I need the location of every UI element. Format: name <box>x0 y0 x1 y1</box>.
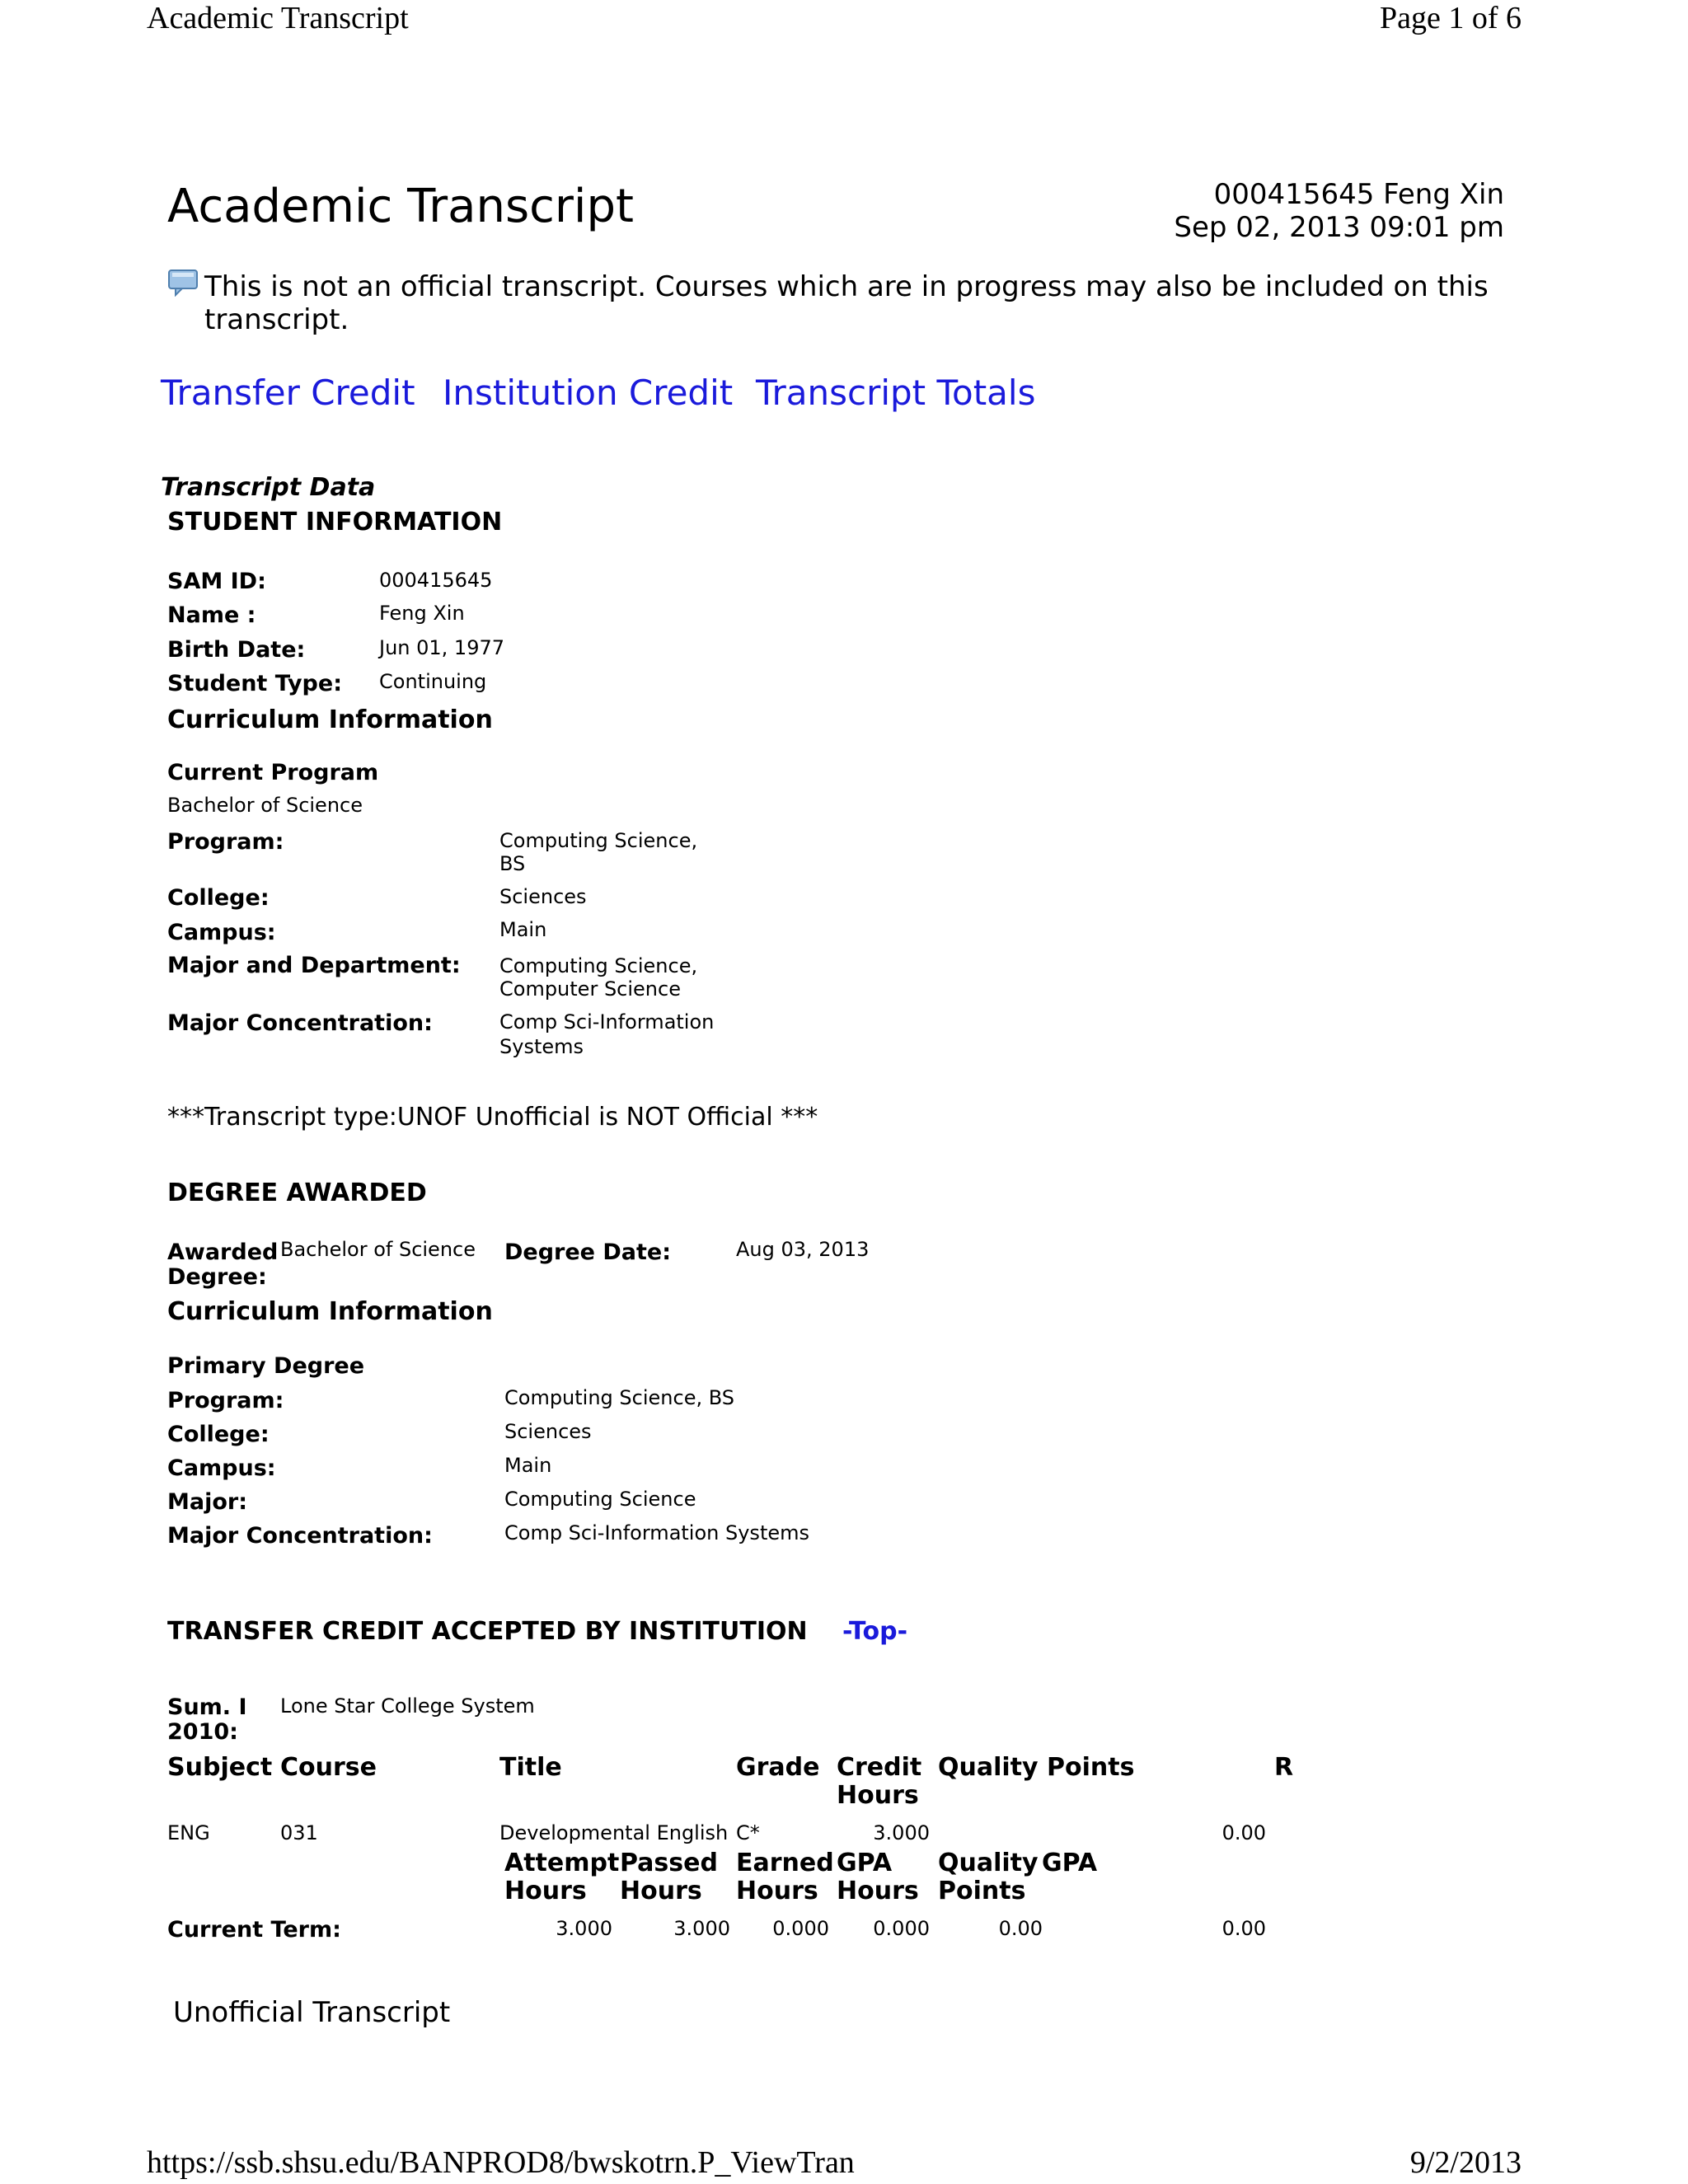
student-id-name: 000415645 Feng Xin <box>1213 178 1504 211</box>
degree-campus-label: Campus: <box>167 1455 276 1481</box>
current-program-value: Bachelor of Science <box>167 794 363 817</box>
print-footer-date: 9/2/2013 <box>1409 2145 1522 2180</box>
transcript-type-note: ***Transcript type:UNOF Unofficial is NOT Official *** <box>167 1103 818 1132</box>
row-grade: C* <box>736 1821 760 1844</box>
student-information-heading: STUDENT INFORMATION <box>167 508 503 537</box>
sam-id-label: SAM ID: <box>167 569 266 594</box>
major-department-value-continued: Computer Science <box>499 977 681 1001</box>
curriculum-information-heading: Curriculum Information <box>167 705 493 734</box>
col-title: Title <box>499 1753 562 1782</box>
primary-degree-label: Primary Degree <box>167 1353 365 1379</box>
print-header-page: Page 1 of 6 <box>1379 1 1522 35</box>
col-quality-points: Quality Points <box>938 1753 1135 1782</box>
col-attempt-hours: Attempt Hours <box>504 1849 620 1905</box>
transcript-data-label: Transcript Data <box>161 473 376 502</box>
total-quality-points: 0.00 <box>998 1917 1043 1940</box>
degree-college-value: Sciences <box>504 1420 592 1443</box>
name-value: Feng Xin <box>379 602 465 625</box>
timestamp: Sep 02, 2013 09:01 pm <box>1174 211 1504 244</box>
student-type-label: Student Type: <box>167 671 342 696</box>
page-title: Academic Transcript <box>167 180 634 233</box>
total-gpa-hours: 0.000 <box>873 1917 930 1940</box>
program-value: Computing Science, <box>499 829 698 852</box>
major-department-value: Computing Science, <box>499 954 698 977</box>
degree-program-value: Computing Science, BS <box>504 1386 734 1409</box>
total-passed-hours: 3.000 <box>673 1917 730 1940</box>
degree-curriculum-information-heading: Curriculum Information <box>167 1297 493 1326</box>
degree-awarded-heading: DEGREE AWARDED <box>167 1179 427 1207</box>
print-footer-url: https://ssb.shsu.edu/BANPROD8/bwskotrn.P_ViewTran <box>147 2145 855 2180</box>
degree-college-label: College: <box>167 1422 270 1447</box>
program-label: Program: <box>167 829 284 855</box>
college-value: Sciences <box>499 885 587 908</box>
degree-major-value: Computing Science <box>504 1488 696 1511</box>
col-gpa: GPA <box>1042 1849 1098 1877</box>
major-concentration-value: Comp Sci-Information <box>499 1010 715 1033</box>
row-credit-hours: 3.000 <box>873 1821 930 1844</box>
row-quality-points: 0.00 <box>1221 1821 1266 1844</box>
row-course: 031 <box>280 1821 318 1844</box>
birth-date-value: Jun 01, 1977 <box>379 636 505 659</box>
major-concentration-value-continued: Systems <box>499 1035 584 1058</box>
degree-date-value: Aug 03, 2013 <box>736 1238 870 1261</box>
total-earned-hours: 0.000 <box>772 1917 829 1940</box>
notice-text: This is not an official transcript. Courses which are in progress may also be included on this <box>204 270 1489 303</box>
transfer-credit-heading: TRANSFER CREDIT ACCEPTED BY INSTITUTION <box>167 1617 808 1646</box>
campus-value: Main <box>499 918 547 941</box>
row-title: Developmental English <box>499 1821 729 1844</box>
birth-date-label: Birth Date: <box>167 637 306 663</box>
total-gpa: 0.00 <box>1221 1917 1266 1940</box>
col-gpa-hours: GPA Hours <box>837 1849 919 1905</box>
degree-concentration-label: Major Concentration: <box>167 1523 433 1549</box>
col-course: Course <box>280 1753 377 1782</box>
term-label-continued: 2010: <box>167 1719 238 1745</box>
awarded-degree-value: Bachelor of Science <box>280 1238 476 1261</box>
degree-program-label: Program: <box>167 1388 284 1413</box>
degree-major-label: Major: <box>167 1489 248 1515</box>
col-passed-hours: Passed Hours <box>620 1849 718 1905</box>
top-link[interactable]: -Top- <box>842 1617 908 1646</box>
transcript-totals-link[interactable]: Transcript Totals <box>756 373 1036 413</box>
campus-label: Campus: <box>167 920 276 945</box>
major-concentration-label: Major Concentration: <box>167 1010 433 1036</box>
college-label: College: <box>167 885 270 911</box>
awarded-degree-label-continued: Degree: <box>167 1264 267 1290</box>
current-term-label: Current Term: <box>167 1917 341 1943</box>
institution-credit-link[interactable]: Institution Credit <box>443 373 734 413</box>
current-program-label: Current Program <box>167 760 379 785</box>
col-earned-hours: Earned Hours <box>736 1849 834 1905</box>
transfer-credit-link[interactable]: Transfer Credit <box>161 373 415 413</box>
degree-date-label: Degree Date: <box>504 1240 672 1265</box>
degree-campus-value: Main <box>504 1454 552 1477</box>
unofficial-transcript-label: Unofficial Transcript <box>173 1996 451 2029</box>
student-type-value: Continuing <box>379 670 487 693</box>
col-r: R <box>1274 1753 1294 1782</box>
major-department-label: Major and Department: <box>167 953 461 978</box>
program-value-continued: BS <box>499 852 526 875</box>
sam-id-value: 000415645 <box>379 569 493 592</box>
row-subject: ENG <box>167 1821 210 1844</box>
col-total-quality-points: Quality Points <box>938 1849 1039 1905</box>
col-credit-hours: Credit Hours <box>837 1753 922 1810</box>
transfer-institution: Lone Star College System <box>280 1694 535 1718</box>
comment-icon <box>167 269 200 297</box>
print-header-title: Academic Transcript <box>147 1 409 35</box>
awarded-degree-label: Awarded <box>167 1240 279 1265</box>
degree-concentration-value: Comp Sci-Information Systems <box>504 1521 809 1544</box>
notice-text-continued: transcript. <box>204 303 349 336</box>
total-attempt-hours: 3.000 <box>556 1917 612 1940</box>
name-label: Name : <box>167 602 256 628</box>
col-grade: Grade <box>736 1753 820 1782</box>
col-subject: Subject <box>167 1753 273 1782</box>
term-label: Sum. I <box>167 1694 247 1720</box>
